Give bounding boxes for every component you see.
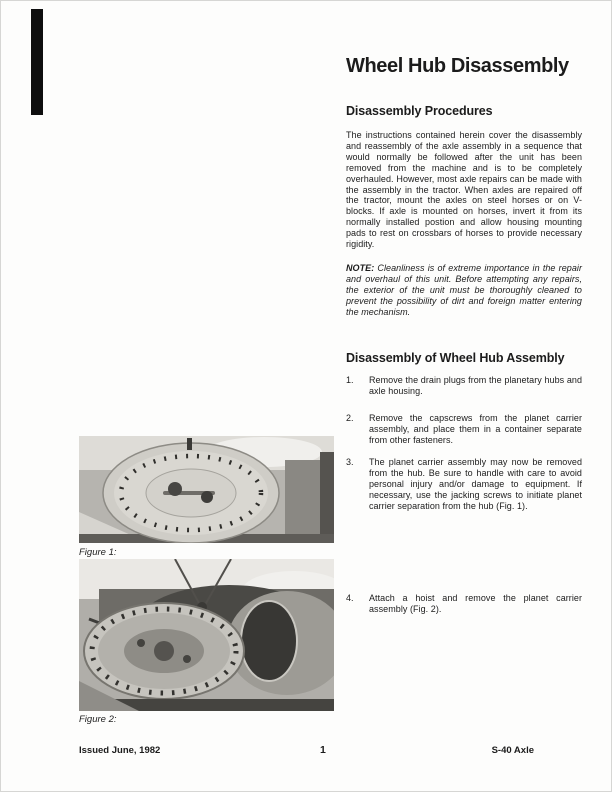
step-number: 1. (346, 375, 354, 385)
step-text: Attach a hoist and remove the planet carrier assembly (Fig. 2). (369, 593, 582, 614)
binding-mark (31, 9, 43, 115)
step-item-2 (346, 413, 582, 446)
footer-doc-code: S-40 Axle (491, 745, 534, 756)
note-label: NOTE: (346, 263, 375, 273)
figure-1-photo (79, 436, 334, 543)
step-item-4 (346, 593, 582, 615)
note-paragraph (346, 263, 582, 318)
page-title: Wheel Hub Disassembly (346, 55, 569, 77)
step-text: Remove the capscrews from the planet carrier assembly, and place them in a container separate from other fasteners. (369, 413, 582, 445)
step-number: 4. (346, 593, 354, 603)
figure-1-caption: Figure 1: (79, 547, 117, 558)
figure-2-caption: Figure 2: (79, 714, 117, 725)
step-item-3 (346, 457, 582, 512)
step-number: 3. (346, 457, 354, 467)
section-heading-wheel-hub-assembly: Disassembly of Wheel Hub Assembly (346, 351, 565, 365)
step-text: The planet carrier assembly may now be removed from the hub. Be sure to handle with care to avoid personal injury and/or damage to equipment. If necessary, use the jacking screws to initiate planet carrier separation from the hub (Fig. 1). (369, 457, 582, 511)
intro-paragraph: The instructions contained herein cover the disassembly and reassembly of the axle assembly in a sequence that would normally be followed after the unit has been removed from the machine and is to be completely overhauled. However, most axle repairs can be made with the assembly in the tractor. When axles are repaired off the tractor, mount the axles on steel horses or on V-blocks. If axle is mounted on horses, invert it from its normally installed postion and allow housing mounting pads to rest on crossbars of horses to provide necessary rigidity. (346, 130, 582, 250)
footer-issued-date: Issued June, 1982 (79, 745, 161, 756)
section-heading-disassembly-procedures: Disassembly Procedures (346, 104, 493, 118)
step-item-1 (346, 375, 582, 397)
note-text: Cleanliness is of extreme importance in the repair and overhaul of this unit. Before attempting any repairs, the exterior of the unit must be thoroughly cleaned to prevent the possibility of dirt and foreign matter entering the mechanism. (346, 263, 582, 317)
figure-2-photo (79, 559, 334, 711)
step-text: Remove the drain plugs from the planetary hubs and axle housing. (369, 375, 582, 396)
step-number: 2. (346, 413, 354, 423)
footer-page-number: 1 (320, 744, 326, 756)
